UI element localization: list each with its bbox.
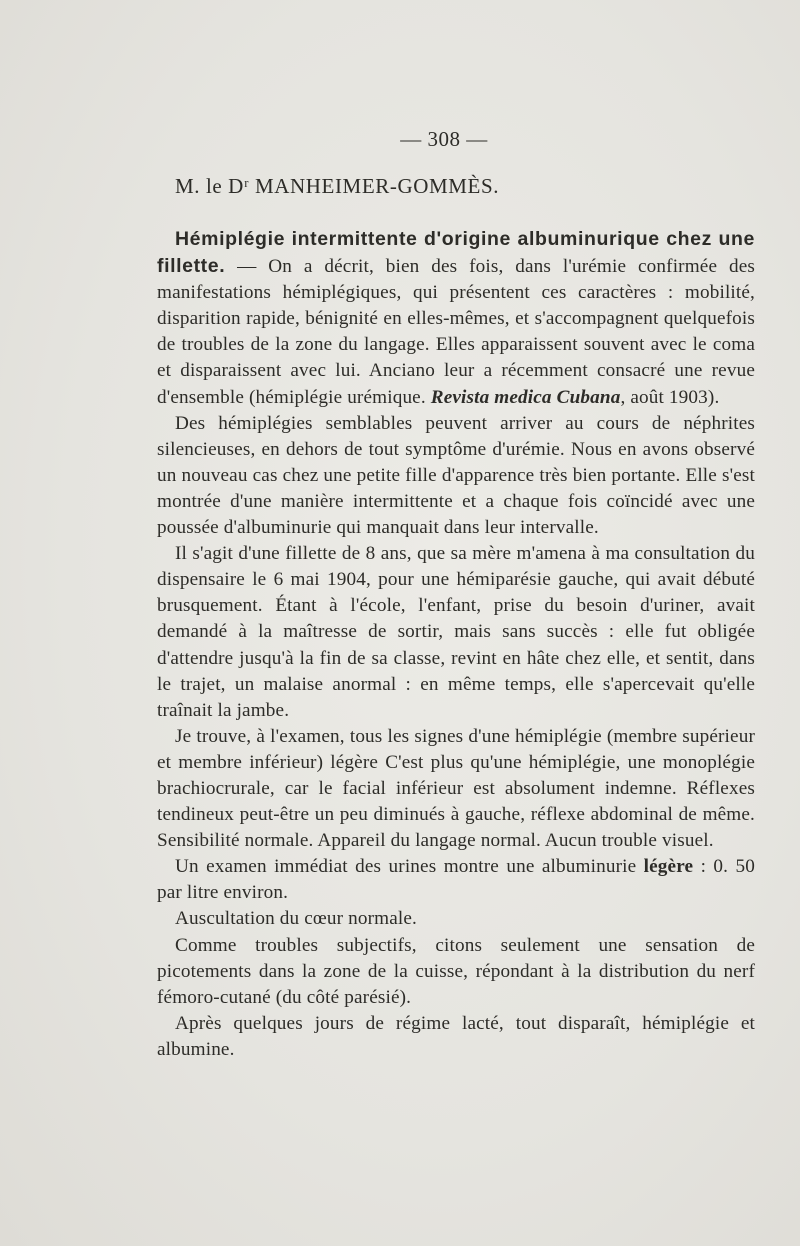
page-number: — 308 — xyxy=(400,127,488,151)
paragraph-5 xyxy=(157,854,755,906)
paragraph-5-bold-word: légère xyxy=(643,856,694,878)
article-title: Hémiplégie intermittente d'origine albuminurique chez une fillette. xyxy=(157,228,755,278)
article-body xyxy=(157,226,755,1063)
paragraph-8: Après quelques jours de régime lacté, tout disparaît, hémiplégie et albumine. xyxy=(157,1012,755,1060)
author-line: M. le Dʳ MANHEIMER-GOMMÈS. xyxy=(175,174,500,198)
paragraph-7: Comme troubles subjectifs, citons seulement une sensation de picotements dans la zone de la cuisse, répondant à la distribution du nerf fémoro-cutané (du côté parésié). xyxy=(157,934,755,1008)
paragraph-1-text-b: , août 1903). xyxy=(620,386,720,408)
paragraph-1 xyxy=(157,226,755,411)
paragraph-3: Il s'agit d'une fillette de 8 ans, que sa mère m'amena à ma consultation du dispensaire le 6 mai 1904, pour une hémiparésie gauche, qui avait débuté brusquement. Étant à l'école, l'enfant, prise du besoin d'uriner, avait demandé à la maîtresse de sortir, mais sans succès : elle fut obligée d'attendre jusqu'à la fin de sa classe, revint en hâte chez elle, et sentit, dans le trajet, un malaise anormal : en même temps, elle s'apercevait qu'elle traînait la jambe. xyxy=(157,543,755,721)
paragraph-1-text-a: — On a décrit, bien des fois, dans l'urémie confirmée des manifestations hémiplégiques, qui présentent ces caractères : mobilité, disparition rapide, bénignité en elles-mêmes, et s'accompagnent quelquefois de troubles de la zone du langage. Elles apparaissent souvent avec le coma et disparaissent avec lui. Anciano leur a récemment consacré une revue d'ensemble (hémiplégie urémique. xyxy=(157,256,755,408)
journal-citation: Revista medica Cubana xyxy=(430,386,621,408)
paragraph-2: Des hémiplégies semblables peuvent arriver au cours de néphrites silencieuses, en dehors de tout symptôme d'urémie. Nous en avons observé un nouveau cas chez une petite fille d'apparence très bien portante. Elle s'est montrée d'une manière intermittente et a chaque fois coïncidé avec une poussée d'albuminurie qui manquait dans leur intervalle. xyxy=(157,412,755,539)
paragraph-5-text-b: : 0. 50 par litre environ. xyxy=(157,856,755,904)
paragraph-6: Auscultation du cœur normale. xyxy=(175,908,418,930)
paragraph-5-text-a: Un examen immédiat des urines montre une albuminurie xyxy=(175,856,644,878)
paragraph-4: Je trouve, à l'examen, tous les signes d'une hémiplégie (membre supérieur et membre inférieur) légère C'est plus qu'une hémiplégie, une monoplégie brachiocrurale, car le facial inférieur est absolument indemne. Réflexes tendineux peut-être un peu diminués à gauche, réflexe abdominal de même. Sensibilité normale. Appareil du langage normal. Aucun trouble visuel. xyxy=(157,725,755,852)
